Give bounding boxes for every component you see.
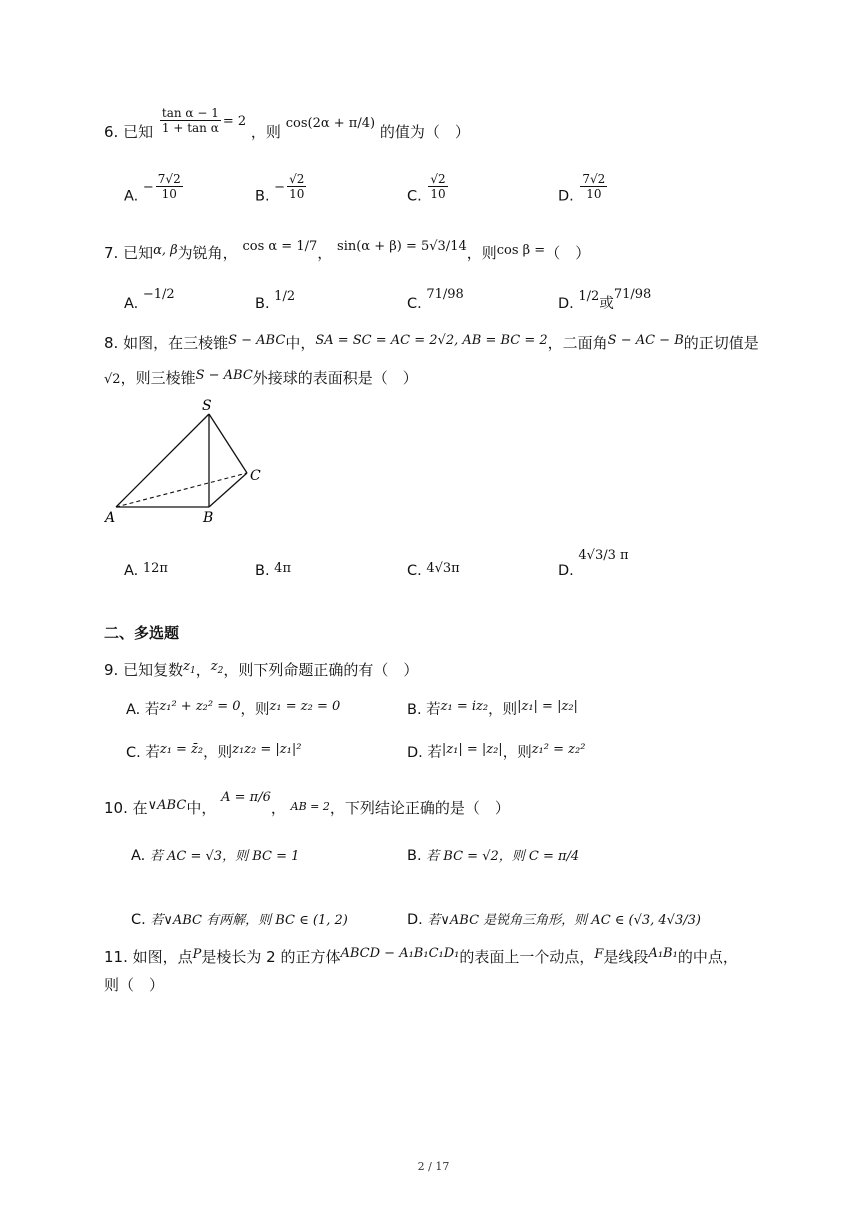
q9-option-d[interactable] <box>407 743 585 764</box>
option-label: D. <box>407 912 423 928</box>
frac-den: 10 <box>430 187 446 201</box>
q6-option-c[interactable] <box>407 172 450 211</box>
option-text: 若∨ABC 有两解，则 BC ∈ (1, 2) <box>150 913 348 928</box>
option-condition: z₁² + z₂² = 0 <box>159 699 241 714</box>
q8-condition: SA = SC = AC = 2√2, AB = BC = 2 <box>315 333 548 348</box>
option-text: 若 BC = √2，则 C = π/4 <box>426 849 580 864</box>
frac-num: 7√2 <box>582 172 606 186</box>
q6-expr: cos(2α + π/4) <box>285 116 376 131</box>
option-result: z₁ = z₂ = 0 <box>269 699 341 714</box>
frac-den: 10 <box>161 187 177 201</box>
q9-z1: $z_1$ <box>183 659 196 676</box>
option-value: 1/2 <box>274 289 296 304</box>
option-value: 4√3/3 π <box>578 548 629 563</box>
q10-option-a[interactable] <box>131 846 299 867</box>
q8-tan-value: √2 <box>104 372 121 387</box>
option-label: D. <box>558 296 574 312</box>
q6-condition-fraction <box>160 106 221 135</box>
option-condition: z₁ = iz₂ <box>440 699 489 714</box>
option-then: ，则 <box>203 745 233 761</box>
option-label: C. <box>407 563 422 579</box>
q9-option-b[interactable] <box>407 700 578 721</box>
option-fraction <box>156 172 183 201</box>
edge-sc <box>209 414 247 473</box>
q10-triangle: ∨ABC <box>147 798 187 813</box>
q8-line2-text-2: 外接球的表面积是（ ） <box>252 369 418 387</box>
option-fraction <box>428 172 447 201</box>
q7-text-2: 为锐角， <box>177 244 238 262</box>
question-7: 7. 已知α, β为锐角， cos α = 1/7， sin(α + β) = 5√3/14，则cos β =（ ） <box>104 239 591 262</box>
q6-text-2: ，则 <box>250 123 281 141</box>
q8-option-c[interactable] <box>407 561 460 582</box>
q11-text-5: 的中点， <box>677 948 738 966</box>
question-8 <box>104 333 759 355</box>
option-label: B. <box>255 563 270 579</box>
option-then: ，则 <box>240 702 270 718</box>
edge-sa <box>116 414 209 507</box>
q10-option-b[interactable] <box>407 846 579 867</box>
q9-z2: $z_2$ <box>210 659 224 676</box>
option-result: z₁z₂ = |z₁|² <box>232 742 302 757</box>
frac-den: 10 <box>289 187 305 201</box>
question-8-line-2 <box>104 368 418 390</box>
q7-number: 7. <box>104 244 119 262</box>
q7-cond-1: cos α = 1/7 <box>242 239 318 254</box>
q6-option-d[interactable] <box>558 172 609 211</box>
q7-option-a[interactable] <box>124 287 175 315</box>
q8-text-4: 的正切值是 <box>683 334 759 352</box>
q11-text-4: 是线段 <box>603 948 649 966</box>
q10-text-3: ，下列结论正确的是（ ） <box>329 799 510 817</box>
q11-point-f: F <box>594 947 604 962</box>
option-label: D. <box>558 563 574 579</box>
option-or: 或 <box>599 296 614 312</box>
q9-text-2: ，则下列命题正确的有（ ） <box>223 661 419 679</box>
q7-option-c[interactable] <box>407 287 464 315</box>
label-s: S <box>202 398 212 414</box>
frac-num: 7√2 <box>157 172 181 186</box>
q10-option-c[interactable] <box>131 910 348 931</box>
q6-cond-den: 1 + tan α <box>161 121 219 135</box>
label-c: C <box>250 468 261 484</box>
option-value: 71/98 <box>426 287 464 302</box>
option-label: B. <box>407 848 422 864</box>
q10-text-2: 中， <box>186 799 217 817</box>
option-result: |z₁| = |z₂| <box>517 699 578 714</box>
q6-text-1: 已知 <box>123 123 154 141</box>
option-value: 1/2 <box>578 289 600 304</box>
question-9: 9. 已知复数$z_1$，$z_2$，则下列命题正确的有（ ） <box>104 659 419 679</box>
question-11 <box>104 947 738 969</box>
option-fraction <box>287 172 306 201</box>
option-label: A. <box>124 188 139 205</box>
label-b: B <box>203 510 214 526</box>
q6-option-b[interactable] <box>255 172 308 211</box>
section-multiple-choice-title: 二、多选题 <box>104 624 180 642</box>
q9-option-a[interactable] <box>126 700 340 721</box>
option-label: C. <box>131 912 146 928</box>
option-text: 若 AC = √3，则 BC = 1 <box>149 849 300 864</box>
option-if: 若 <box>145 745 160 761</box>
label-a: A <box>105 510 116 526</box>
question-6 <box>104 106 470 147</box>
q10-cond-2: AB = 2 <box>290 800 330 813</box>
q11-text-2: 是棱长为 2 的正方体 <box>201 948 341 966</box>
q8-number: 8. <box>104 334 119 352</box>
q8-pyramid-figure <box>100 390 280 530</box>
option-if: 若 <box>426 702 441 718</box>
option-then: ，则 <box>488 702 518 718</box>
q6-option-a[interactable] <box>124 172 185 211</box>
option-label: A. <box>124 296 139 312</box>
option-if: 若 <box>427 745 442 761</box>
q11-segment: A₁B₁ <box>648 946 678 961</box>
q11-number: 11. <box>104 948 128 966</box>
frac-den: 10 <box>586 187 602 201</box>
option-label: B. <box>407 702 422 718</box>
q7-text-1: 已知 <box>123 244 154 262</box>
q10-option-d[interactable] <box>407 910 701 931</box>
page-number: 2 / 17 <box>417 1160 450 1173</box>
q11-point-p: P <box>192 947 202 962</box>
option-text: 若∨ABC 是锐角三角形，则 AC ∈ (√3, 4√3/3) <box>427 913 701 928</box>
question-10: 10. 在∨ABC中， A = π/6， $^{AB = 2}$，下列结论正确的是（ ） <box>104 790 510 817</box>
option-if: 若 <box>144 702 160 718</box>
option-label: A. <box>124 563 139 579</box>
option-condition: z₁ = z̄₂ <box>159 742 204 757</box>
q7-text-3: ，则 <box>466 244 497 262</box>
q7-cond-2: sin(α + β) = 5√3/14 <box>337 239 467 254</box>
q8-text-2: 中， <box>285 334 316 352</box>
question-11-line-2: 则（ ） <box>104 976 165 994</box>
option-label: D. <box>407 745 423 761</box>
q10-text-1: 在 <box>132 799 148 817</box>
q11-text-1: 如图，点 <box>132 948 193 966</box>
q9-text-1: 已知复数 <box>123 661 184 679</box>
frac-num: √2 <box>430 172 446 186</box>
q11-text-3: 的表面上一个动点， <box>459 948 595 966</box>
option-label: B. <box>255 296 270 312</box>
option-value: 12π <box>142 561 168 576</box>
option-sign: − <box>142 179 154 195</box>
q8-option-a[interactable] <box>124 561 168 582</box>
q8-option-d[interactable] <box>558 548 629 582</box>
option-label: A. <box>131 848 146 864</box>
option-label: B. <box>255 188 270 205</box>
q11-cube: ABCD − A₁B₁C₁D₁ <box>340 946 460 961</box>
q8-pyramid: S − ABC <box>228 333 286 348</box>
option-value: 4√3π <box>426 561 460 576</box>
q7-option-b[interactable] <box>255 289 296 315</box>
q7-text-4: （ ） <box>545 244 591 262</box>
q9-number: 9. <box>104 661 119 679</box>
option-label: C. <box>407 188 422 205</box>
q8-option-b[interactable] <box>255 561 291 582</box>
option-value: −1/2 <box>142 287 175 302</box>
q8-angle: S − AC − B <box>607 333 684 348</box>
q10-cond-1: A = π/6 <box>221 790 271 805</box>
option-value: 4π <box>274 561 291 576</box>
q7-ask: cos β = <box>496 243 546 258</box>
option-then: ，则 <box>502 745 532 761</box>
option-condition: |z₁| = |z₂| <box>441 742 503 757</box>
option-label: C. <box>407 296 422 312</box>
option-label: C. <box>126 745 141 761</box>
option-fraction <box>580 172 607 201</box>
option-sign: − <box>274 179 286 195</box>
option-result: z₁² = z₂² <box>531 742 586 757</box>
q9-option-c[interactable] <box>126 743 301 764</box>
q6-text-3: 的值为（ ） <box>379 123 470 141</box>
q6-cond-num: tan α − 1 <box>161 106 219 120</box>
q7-vars: α, β <box>153 243 178 258</box>
frac-num: √2 <box>289 172 305 186</box>
q6-cond-rhs: = 2 <box>222 114 247 129</box>
q8-text-1: 如图，在三棱锥 <box>123 334 229 352</box>
option-label: D. <box>558 188 574 205</box>
q8-text-3: ，二面角 <box>547 334 608 352</box>
q8-pyramid-2: S − ABC <box>195 368 253 383</box>
option-label: A. <box>126 702 141 718</box>
q10-number: 10. <box>104 799 128 817</box>
option-value-2: 71/98 <box>613 287 652 302</box>
q6-number: 6. <box>104 123 119 141</box>
q7-option-d[interactable] <box>558 287 652 315</box>
q8-line2-text-1: ，则三棱锥 <box>120 369 196 387</box>
